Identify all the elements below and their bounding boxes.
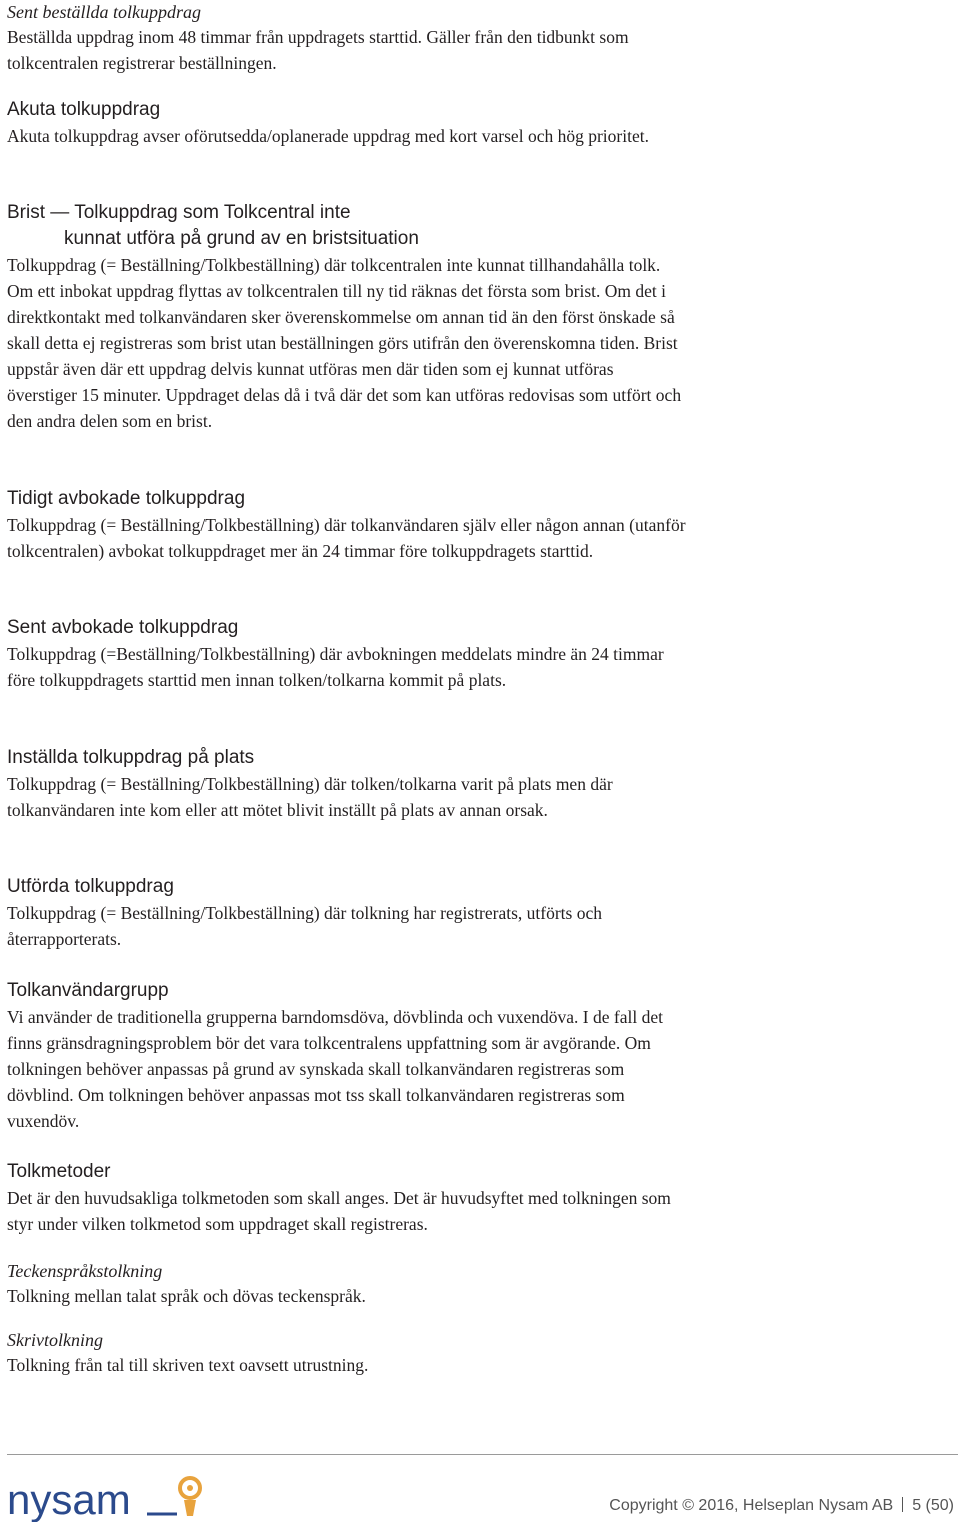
section-body: Tolkning mellan talat språk och dövas teckenspråk. [7,1286,366,1306]
copyright-text: Copyright © 2016, Helseplan Nysam AB [609,1497,894,1514]
section-body: Tolkuppdrag (= Beställning/Tolkbeställning) där tolkning har registrerats, utförts och återrapporterats. [7,903,602,949]
footer-divider [7,1454,958,1455]
section-heading: Skrivtolkning [7,1330,103,1350]
heading-line-2: kunnat utföra på grund av en bristsituation [64,228,419,249]
section-utforda [7,874,687,952]
section-body: Tolkuppdrag (= Beställning/Tolkbeställning) där tolkanvändaren själv eller någon annan (utanför tolkcentralen) avbokat tolkuppdraget mer än 24 timmar före tolkuppdragets starttid. [7,515,686,561]
section-heading: Akuta tolkuppdrag [7,99,161,120]
footer-copyright [609,1497,954,1515]
page-number: 5 (50) [912,1497,954,1514]
section-heading [7,200,687,252]
section-heading: Tidigt avbokade tolkuppdrag [7,488,246,509]
section-sent-bestallda [7,0,687,76]
section-tidigt-avbokade [7,486,687,564]
section-body: Akuta tolkuppdrag avser oförutsedda/oplanerade uppdrag med kort varsel och hög prioritet. [7,126,649,146]
section-body: Tolkuppdrag (= Beställning/Tolkbeställning) där tolken/tolkarna varit på plats men där tolkanvändaren inte kom eller att mötet blivit inställt på plats av annan orsak. [7,774,613,820]
section-sent-avbokade [7,615,687,693]
logo-person-body [184,1500,196,1516]
logo-person-dot [187,1485,193,1491]
section-skrivtolkning [7,1328,687,1378]
section-heading: Tolkanvändargrupp [7,980,169,1001]
section-body: Det är den huvudsakliga tolkmetoden som skall anges. Det är huvudsyftet med tolkningen som styr under vilken tolkmetod som uppdraget skall registreras. [7,1188,671,1234]
section-heading: Sent beställda tolkuppdrag [7,2,201,22]
nysam-logo [7,1474,207,1522]
section-heading: Utförda tolkuppdrag [7,876,174,897]
heading-line-1: Brist — Tolkuppdrag som Tolkcentral inte [7,202,351,223]
section-body: Tolkuppdrag (= Beställning/Tolkbeställning) där tolkcentralen inte kunnat tillhandahålla tolk. Om ett inbokat uppdrag flyttas av tolkcentralen till ny tid räknas det första som brist. Om det i direktkontakt med tolkanvändaren sker överenskommelse om annan tid än den först önskade så skall detta ej registreras som brist utan beställningen görs utifrån den överenskomna tiden. Brist uppstår även där ett uppdrag delvis kunnat utföras men där tiden som ej kunnat utföras överstiger 15 minuter. Uppdraget delas då i två där det som kan utföras redovisas som utfört och den andra delen som en brist. [7,255,682,431]
logo-wordmark: nysam [7,1476,131,1522]
section-heading: Tolkmetoder [7,1161,111,1182]
section-body: Vi använder de traditionella grupperna barndomsdöva, dövblinda och vuxendöva. I de fall det finns gränsdragningsproblem bör det vara tolkcentralens uppfattning som är avgörande. Om tolkningen behöver anpassas på grund av synskada skall tolkanvändaren registreras som dövblind. Om tolkningen behöver anpassas mot tss skall tolkanvändaren registreras som vuxendöv. [7,1007,663,1131]
section-body: Beställda uppdrag inom 48 timmar från uppdragets starttid. Gäller från den tidbunkt som tolkcentralen registrerar beställningen. [7,27,629,73]
section-body: Tolkning från tal till skriven text oavsett utrustning. [7,1355,369,1375]
section-akuta [7,97,687,149]
section-heading: Teckenspråkstolkning [7,1261,163,1281]
section-heading: Inställda tolkuppdrag på plats [7,747,255,768]
section-heading: Sent avbokade tolkuppdrag [7,617,239,638]
section-tolkanvandargrupp [7,978,687,1134]
section-brist [7,200,687,434]
section-body: Tolkuppdrag (=Beställning/Tolkbeställning) där avbokningen meddelats mindre än 24 timmar före tolkuppdragets starttid men innan tolken/tolkarna kommit på plats. [7,644,664,690]
nysam-logo-graphic [7,1474,207,1522]
section-tolkmetoder [7,1159,687,1237]
section-teckensprak [7,1259,687,1309]
section-installda [7,745,687,823]
footer-separator [902,1497,903,1512]
